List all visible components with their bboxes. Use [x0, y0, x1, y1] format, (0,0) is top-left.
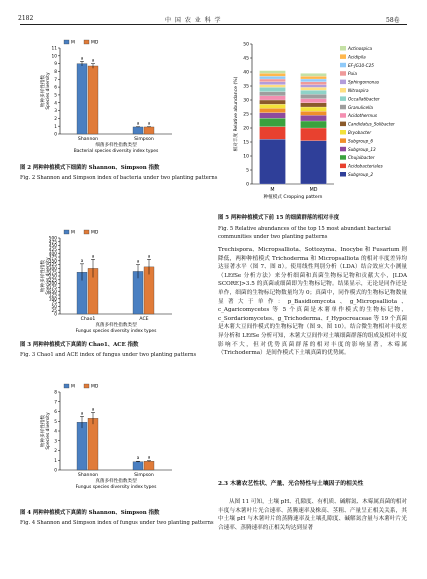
stack-segment-EF-JG10-C25: [260, 76, 286, 79]
significance-letter: a: [136, 455, 140, 461]
y-tick-label: 2: [54, 116, 57, 122]
legend-label: Subgroup_6: [348, 138, 373, 144]
stack-segment-Acidobacteriales: [301, 128, 327, 141]
y-tick-label: 100: [48, 297, 57, 303]
x-axis-label-en: Bacterial species diversity index types: [73, 149, 159, 154]
legend-swatch: [340, 63, 346, 68]
stack-segment-Subgroup_2: [301, 141, 327, 184]
y-tick-label: 0: [54, 468, 57, 474]
legend-label: Nitrospira: [348, 88, 369, 93]
legend-label: Candidatus_Solibacter: [348, 121, 395, 127]
y-tick-label: 10: [243, 154, 249, 160]
y-tick-label: 125: [48, 293, 57, 299]
stack-segment-Acidobacteriales: [260, 127, 286, 140]
y-tick-label: 15: [243, 140, 249, 146]
y-tick-label: 25: [243, 112, 249, 118]
legend-swatch: [64, 230, 69, 234]
y-axis-label-cn: 物种多样性指数: [41, 414, 46, 448]
y-tick-label: 10: [51, 54, 57, 60]
y-tick-label: 7: [54, 400, 57, 406]
y-tick-label: 3: [54, 439, 57, 445]
figure-4-caption-cn: 图 4 两种种植模式下真菌的 Shannon、Simpson 指数: [20, 510, 160, 516]
legend-swatch: [340, 80, 346, 85]
y-tick-label: 450: [48, 244, 57, 250]
legend-label: Subgroup_13: [348, 146, 376, 152]
y-tick-label: 5: [246, 168, 249, 174]
bar-MD: [88, 66, 98, 134]
significance-letter: a: [147, 253, 151, 259]
legend-swatch: [340, 155, 346, 160]
section-2-3-title: 2.3 木薯农艺性状、产量、光合特性与土壤因子的相关性: [218, 481, 364, 487]
stack-segment-EF-JG10-C25: [301, 79, 327, 82]
y-tick-label: 20: [243, 126, 249, 132]
stack-segment-Subgroup_2: [260, 139, 286, 184]
legend-label: Acidobacteriales: [348, 163, 383, 169]
legend-label: MD: [91, 40, 99, 46]
y-axis-label-cn: 物种多样性指数: [41, 259, 46, 293]
legend-label: EF-JG10-C25: [348, 62, 374, 68]
y-tick-label: 7: [54, 77, 57, 83]
stack-segment-Actinospica: [301, 73, 327, 76]
stack-segment-Acidothermus: [301, 99, 327, 103]
y-tick-label: 200: [48, 282, 57, 288]
stack-segment-Acidipila: [301, 76, 327, 79]
legend-label: MD: [91, 384, 99, 390]
stack-segment-Chujaibacter: [260, 118, 286, 126]
significance-letter: a: [136, 120, 140, 126]
bar-M: [133, 127, 143, 134]
x-tick-label: Shannon: [77, 137, 99, 142]
bar-M: [77, 64, 87, 134]
stack-segment-Granulicella: [301, 94, 327, 98]
stack-segment-Acidipila: [260, 73, 286, 76]
journal-title: 中 国 农 业 科 学: [165, 17, 222, 24]
figure-5-caption-cn: 图 5 两种种植模式下前 15 的细菌群落的相对丰度: [218, 215, 340, 221]
legend-swatch: [340, 71, 346, 76]
y-tick-label: 250: [48, 274, 57, 280]
y-tick-label: 8: [54, 70, 57, 76]
y-axis-label-en: Species diversity: [46, 412, 51, 450]
y-axis-label: 相对丰度 Relative abundance (%): [234, 76, 239, 152]
stack-segment-Acidothermus: [260, 96, 286, 100]
x-tick-label: MD: [309, 188, 318, 193]
y-tick-label: 4: [54, 429, 57, 435]
stack-segment-Nitrospira: [260, 85, 286, 88]
y-tick-label: 0: [246, 182, 249, 188]
figure-3-caption-en: Fig. 3 Chao1 and ACE index of fungus under two planting patterns: [20, 352, 197, 358]
stack-segment-Occallatibacter: [301, 90, 327, 94]
x-axis-label: 种植模式 Cropping pattern: [263, 195, 323, 200]
legend-label: Subgroup_2: [348, 172, 373, 177]
significance-letter: a: [147, 120, 151, 126]
legend-swatch: [84, 384, 89, 388]
legend-swatch: [340, 54, 346, 59]
y-tick-label: 4: [54, 101, 57, 107]
bar-MD: [88, 418, 98, 470]
significance-letter: a: [136, 258, 140, 264]
y-tick-label: 6: [54, 410, 57, 416]
legend-label: M: [71, 230, 75, 236]
y-tick-label: 325: [48, 263, 57, 269]
figure-4-caption-en: Fig. 4 Shannon and Simpson index of fungus under two planting patterns: [20, 520, 214, 526]
stack-segment-Candidatus_Solibacter: [301, 103, 327, 107]
volume-label: 58卷: [386, 17, 400, 24]
legend-swatch: [340, 46, 346, 51]
bar-M: [77, 422, 87, 470]
legend-swatch: [340, 147, 346, 152]
stack-segment-Granulicella: [260, 92, 286, 96]
figure-5-chart: [222, 38, 412, 210]
figure-2-caption-en: Fig. 2 Shannon and Simpson index of bacteria under two planting patterns: [20, 175, 218, 181]
stack-segment-Sphingomonas: [301, 85, 327, 88]
y-tick-label: 1: [54, 124, 57, 130]
legend-label: M: [71, 40, 75, 46]
bar-MD: [144, 461, 154, 470]
significance-letter: a: [91, 57, 95, 63]
y-tick-label: 300: [48, 267, 57, 272]
legend-swatch: [340, 113, 346, 118]
legend-swatch: [340, 105, 346, 110]
x-axis-label-en: Fungus species diversity index types: [75, 485, 157, 490]
legend-label: Actinospica: [348, 46, 373, 51]
legend-swatch: [84, 230, 89, 234]
stack-segment-Actinospica: [260, 71, 286, 74]
y-tick-label: 0: [54, 132, 57, 138]
stack-segment-Bryobacter: [260, 104, 286, 108]
figure-2-chart: [20, 38, 200, 158]
stack-segment-Bryobacter: [301, 107, 327, 111]
legend-swatch: [340, 122, 346, 127]
stack-segment-Nitrospira: [301, 87, 327, 90]
y-tick-label: 350: [48, 259, 57, 265]
legend-label: M: [71, 384, 75, 390]
body-paragraph-1: Trechispora、Micropsalliota、Sottozyma、Inocybe 和 Fusarium 则降低，两种种植模式 Trichoderma 和 Micropsalliota 的相对丰度差异均达显著水平（图 7、图 8）。使用线性判别分析（LDA）结合效应大小测量（LEfSe 分析方法）来分析细菌和真菌生物标记物和贡献大小，[LDA SCORE]>3.5 的真菌或细菌即为生物标记物。结果显示，无论是同作还是单作，细菌的生物标记物数量均为 0；真菌中，同作模式的生物标记物数量显著大于单作：p_Basidiomycota、g_Micropsalliota、c_Agaricomycetes 等 5 个真菌是木薯单作模式的生物标记物，c_Sordariomycetes、g_Trichoderma、f_Hypocreaceae 等 19 个真菌是木薯大豆间作模式的生物标记物（图 9、图 10）。结合微生物相对丰度差异分析和 LEfSe 分析可知，木薯大豆间作对土壤细菌群落的组成及相对丰度影响不大，但对优势真菌群落的相对丰度的影响显著，木霉属（Trichoderma）是间作模式下土壤真菌的优势属。: [218, 247, 407, 357]
legend-label: Bryobacter: [348, 130, 372, 135]
legend-label: Granulicella: [348, 104, 373, 110]
x-tick-label: Simpson: [134, 137, 154, 142]
y-tick-label: 375: [48, 255, 57, 261]
legend-swatch: [64, 384, 69, 388]
legend-swatch: [340, 164, 346, 169]
x-axis-label-cn: 真菌多样性指数类型: [95, 323, 137, 328]
y-tick-label: 400: [48, 251, 57, 257]
legend-swatch: [340, 138, 346, 143]
y-axis-label-en: Species diversity: [46, 257, 51, 295]
stack-segment-Candidatus_Solibacter: [260, 100, 286, 104]
legend-swatch: [64, 40, 69, 44]
significance-letter: a: [80, 410, 84, 416]
x-axis-label-cn: 细菌多样性指数类型: [95, 143, 137, 148]
legend-label: Sphingomonas: [348, 79, 380, 85]
stack-segment-Occallatibacter: [260, 87, 286, 91]
x-axis-label-cn: 真菌多样性指数类型: [95, 479, 137, 484]
significance-letter: a: [80, 257, 84, 263]
legend-label: Acidothermus: [348, 113, 378, 119]
y-tick-label: 11: [51, 46, 57, 52]
y-axis-label-cn: 物种多样性指数: [41, 74, 46, 108]
legend-swatch: [340, 130, 346, 135]
x-tick-label: Simpson: [134, 473, 154, 478]
significance-letter: a: [80, 55, 84, 61]
figure-5-caption-en: Fig. 5 Relative abundances of the top 15 most abundant bacterial communities under two planting patterns: [218, 226, 391, 240]
y-tick-label: 425: [48, 248, 57, 253]
legend-label: Acidipila: [348, 54, 366, 60]
x-tick-label: Chao1: [80, 317, 96, 322]
y-tick-label: 50: [51, 305, 57, 310]
legend-label: Puia: [348, 71, 357, 77]
stack-segment-Puia: [260, 79, 286, 82]
stack-segment-Subgroup_13: [301, 115, 327, 121]
figure-2-caption-cn: 图 2 两种种植模式下细菌的 Shannon、Simpson 指数: [20, 165, 160, 171]
x-tick-label: ACE: [139, 317, 149, 322]
x-tick-label: M: [270, 188, 275, 193]
x-axis-label-en: Fungus species diversity index types: [75, 329, 157, 334]
y-tick-label: 3: [54, 109, 57, 115]
body-paragraph-2: 从图 11 可知，土壤 pH、孔隙度、有机质、碱解氮、木霉属真菌的相对丰度与木薯叶片光合速率、蒸腾速率及株高、茎粗、产量呈正相关关系，其中土壤 pH 与木薯叶片的蒸腾速率及土壤孔隙度、碱解氮含量与木薯叶片光合速率、蒸腾速率的正相关均达到显著: [218, 499, 407, 531]
page-number: 2182: [18, 15, 34, 22]
figure-3-caption-cn: 图 3 两种种植模式下真菌的 Chao1、ACE 指数: [20, 342, 139, 348]
y-axis-label-en: Species diversity: [46, 72, 51, 110]
y-tick-label: 6: [54, 85, 57, 91]
y-tick-label: 1: [54, 458, 57, 464]
y-tick-label: 175: [48, 286, 57, 291]
stack-segment-Puia: [301, 82, 327, 85]
figure-3-chart: [20, 228, 200, 338]
y-tick-label: 475: [48, 240, 57, 246]
y-tick-label: 25: [51, 308, 57, 314]
significance-letter: a: [91, 253, 95, 259]
legend-swatch: [340, 172, 346, 177]
y-tick-label: 275: [48, 270, 57, 276]
stack-segment-Chujaibacter: [301, 121, 327, 128]
y-tick-label: 50: [243, 42, 249, 48]
y-tick-label: 45: [243, 56, 249, 62]
y-tick-label: 0: [54, 312, 57, 318]
y-tick-label: 500: [48, 236, 57, 242]
stack-segment-Subgroup_13: [260, 113, 286, 119]
y-tick-label: 75: [51, 301, 57, 307]
bar-M: [133, 462, 143, 470]
x-tick-label: Shannon: [77, 473, 99, 478]
y-tick-label: 30: [243, 98, 249, 104]
y-tick-label: 5: [54, 93, 57, 99]
y-tick-label: 225: [48, 278, 57, 284]
legend-label: MD: [91, 230, 99, 236]
y-tick-label: 9: [54, 62, 57, 68]
legend-swatch: [84, 40, 89, 44]
legend-label: Occallatibacter: [348, 96, 380, 102]
y-tick-label: 35: [243, 84, 249, 90]
y-tick-label: 8: [54, 390, 57, 396]
legend-swatch: [340, 96, 346, 101]
figure-4-chart: [20, 382, 200, 494]
header-rule: [20, 24, 407, 25]
significance-letter: a: [147, 454, 151, 460]
stack-segment-Sphingomonas: [260, 82, 286, 85]
y-tick-label: 5: [54, 419, 57, 425]
stack-segment-Subgroup_6: [260, 108, 286, 112]
legend-label: Chujaibacter: [348, 155, 375, 161]
bar-MD: [144, 127, 154, 134]
y-tick-label: 2: [54, 449, 57, 455]
legend-swatch: [340, 88, 346, 93]
y-tick-label: 150: [48, 289, 57, 295]
significance-letter: a: [91, 406, 95, 412]
y-tick-label: 40: [243, 70, 249, 76]
stack-segment-Subgroup_6: [301, 111, 327, 115]
